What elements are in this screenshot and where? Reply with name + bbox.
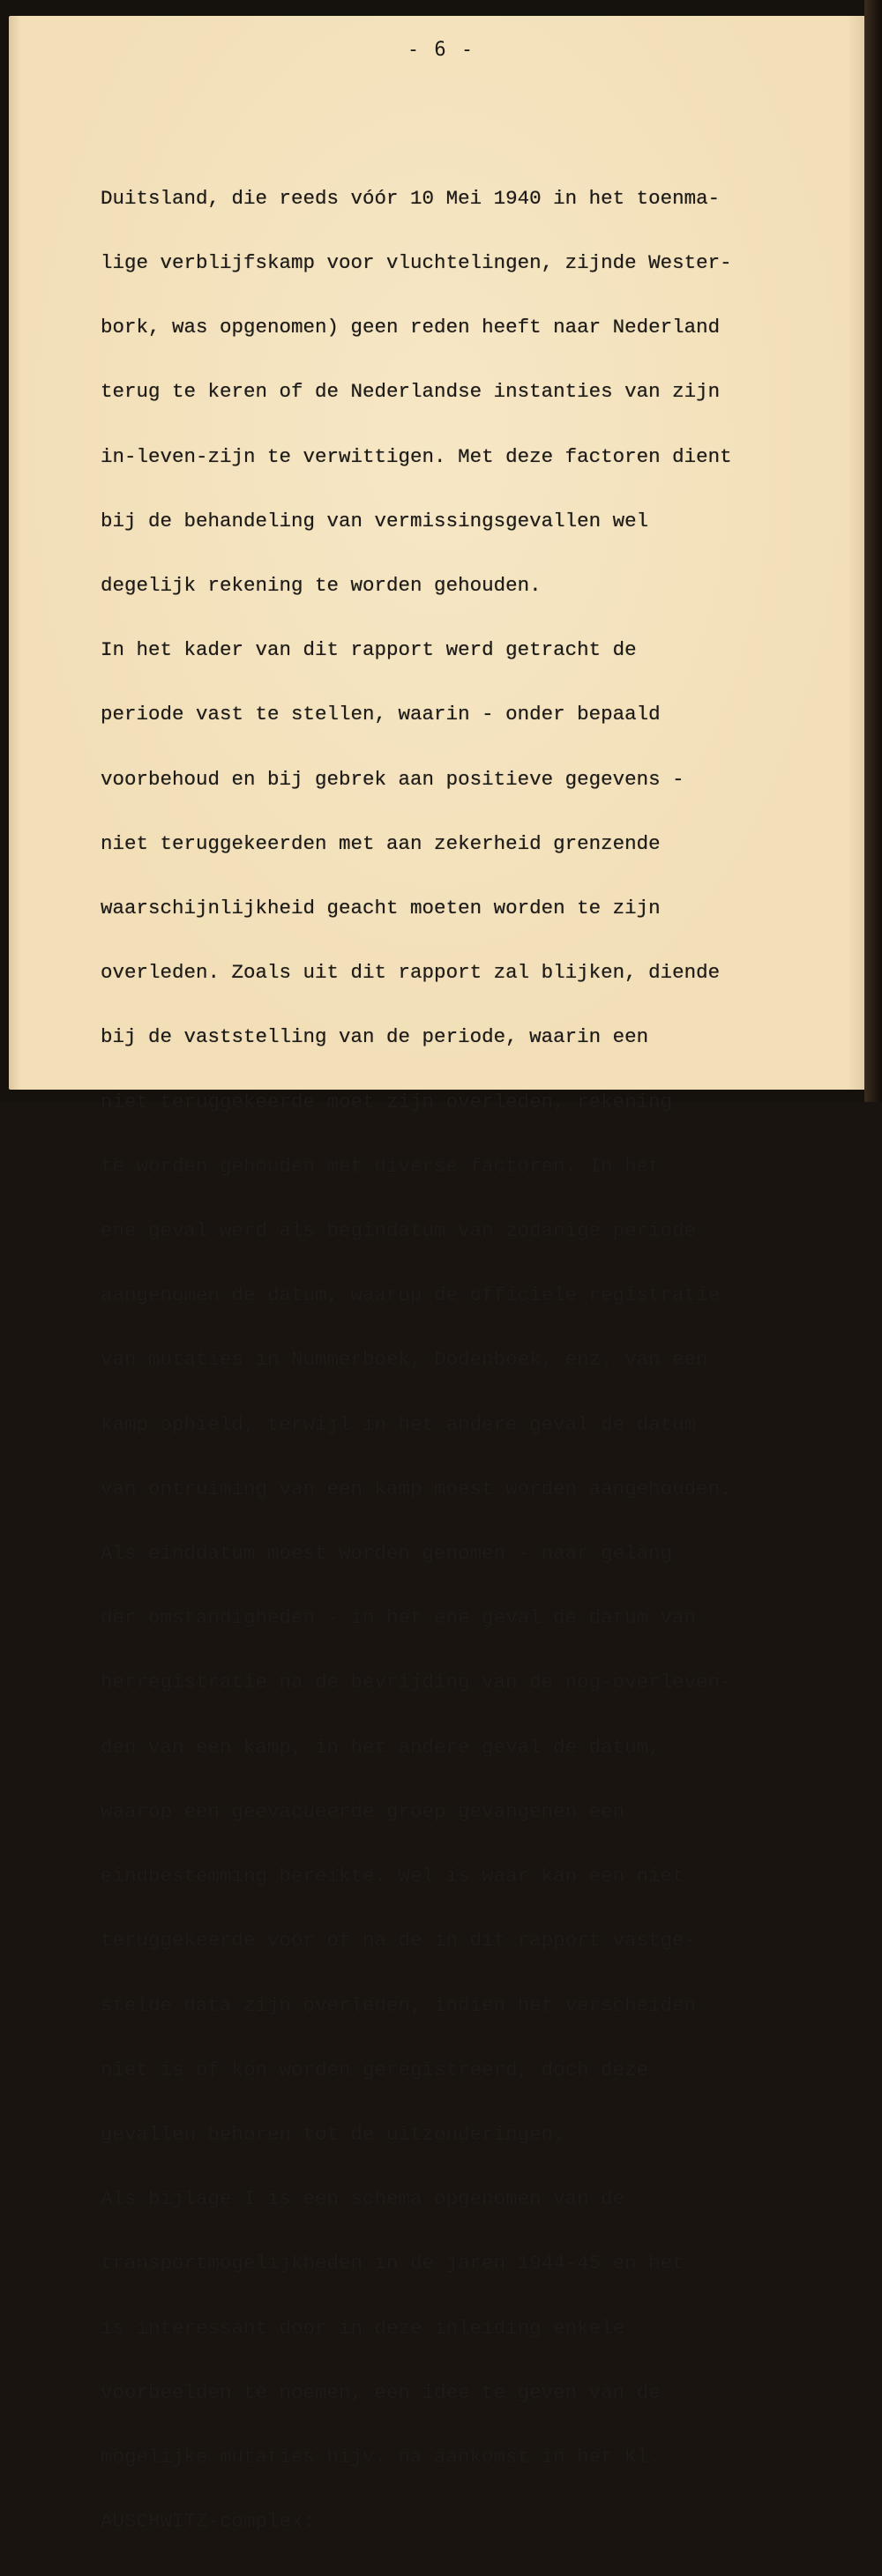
text-line: Als einddatum moest worden genomen - naar gelang (101, 1542, 673, 1566)
text-line: periode vast te stellen, waarin - onder bepaald (101, 703, 661, 726)
text-line: voorbehoud en bij gebrek aan positieve gegevens - (101, 767, 684, 791)
text-line: Duitsland, die reeds vóór 10 Mei 1940 in het toenma- (101, 186, 721, 210)
text-line: niet teruggekeerde moet zijn overleden, rekening (101, 1090, 673, 1113)
text-line: is interessant door in deze inleiding enkele (101, 2316, 625, 2340)
text-line: den van een kamp, in het andere geval de datum, (101, 1735, 661, 1759)
text-line: bij de vaststelling van de periode, waarin een (101, 1025, 649, 1049)
text-line: in-leven-zijn te verwittigen. Met deze factoren dient (101, 444, 732, 468)
text-line: herregistratie na de bevrijding van de nog-overleven- (101, 1671, 732, 1694)
text-line: overleden. Zoals uit dit rapport zal blijken, diende (101, 961, 721, 985)
text-line: kamp ophield, terwijl in het andere geval de datum (101, 1412, 697, 1436)
text-line: te worden gehouden met diverse factoren. In het (101, 1154, 661, 1178)
text-line: teruggekeerde vóór of na de in dit rapport vastge- (101, 1929, 697, 1953)
text-line: gevallen behoren tot de uitzonderingen. (101, 2122, 565, 2146)
text-line: van mutaties in Nummerboek, Dodenboek, enz. van een (101, 1348, 708, 1372)
text-line: transportmogelijkheden in de jaren 1944-45 en het (101, 2252, 684, 2275)
typed-body-text (101, 145, 833, 2575)
text-line: mogelijke mutaties bijv. na aankomst in het Kl. (101, 2445, 661, 2468)
text-line: waarop een geëvacueerde groep gevangenen een (101, 1799, 625, 1823)
text-line: bork, was opgenomen) geen reden heeft naar Nederland (101, 316, 721, 339)
text-line: van ontruiming van een kamp moest worden aangehouden. (101, 1477, 732, 1500)
text-line: Als bijlage I is een schema opgenomen van de (101, 2187, 625, 2211)
text-line: niet teruggekeerden met aan zekerheid grenzende (101, 831, 661, 855)
text-line: aangenomen de datum, waarop de officiele registratie (101, 1284, 721, 1307)
text-line: degelijk rekening te worden gehouden. (101, 574, 542, 598)
text-line: stelde data zijn overleden, indien het verscheiden (101, 1993, 697, 2017)
text-line: niet is of kon worden geregistreerd, doch deze (101, 2058, 649, 2081)
text-line: eindbestemming bereikte. Wel is waar kan een niet (101, 1865, 684, 1888)
text-line: waarschijnlijkheid geacht moeten worden te zijn (101, 897, 661, 920)
text-line: lige verblijfskamp voor vluchtelingen, zijnde Wester- (101, 251, 732, 275)
text-line: terug te keren of de Nederlandse instanties van zijn (101, 380, 721, 404)
text-line: voorbeelden te noemen, een idee te geven van de (101, 2380, 661, 2404)
text-line: bij de behandeling van vermissingsgevallen wel (101, 509, 649, 532)
text-line: der omstandigheden - in het ene geval de datum van (101, 1606, 697, 1630)
text-line: In het kader van dit rapport werd getracht de (101, 638, 637, 662)
text-line: AUSCHWITZ-complex: (101, 2510, 316, 2534)
text-line: ene geval werd als begindatum van zodanige periode (101, 1219, 697, 1243)
page-binding-edge (864, 0, 882, 1102)
page-number: - 6 - (407, 39, 475, 61)
